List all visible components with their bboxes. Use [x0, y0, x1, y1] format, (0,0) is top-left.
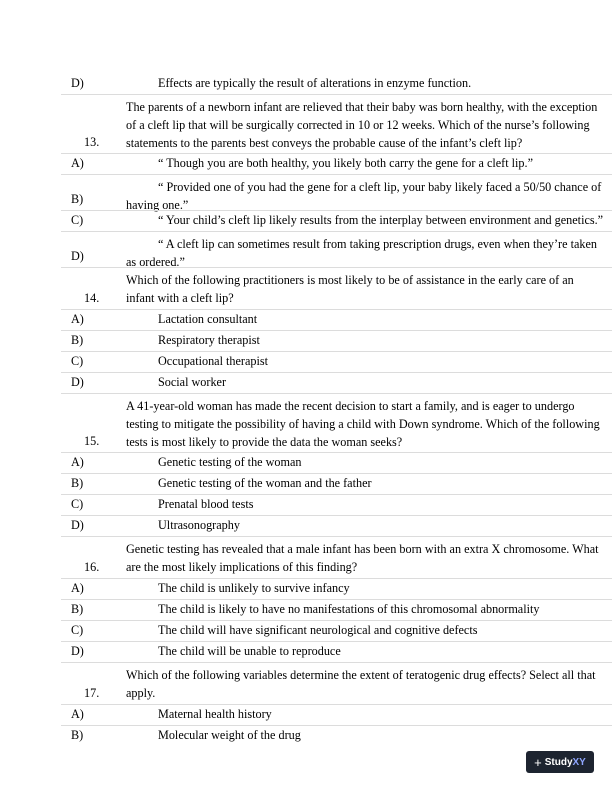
answer-option: [61, 473, 612, 494]
answer-option: [61, 578, 612, 599]
option-label: B): [71, 333, 84, 347]
option-label: D): [71, 375, 84, 389]
option-label: A): [71, 455, 84, 469]
option-label: B): [71, 728, 84, 742]
answer-option: [61, 452, 612, 473]
option-text: Genetic testing of the woman and the father: [158, 476, 372, 490]
option-text: The child will be unable to reproduce: [158, 644, 341, 658]
answer-option: [61, 599, 612, 620]
option-text: The child is unlikely to survive infancy: [158, 581, 350, 595]
option-label: C): [71, 623, 84, 637]
question-row: [61, 267, 612, 309]
option-text: Occupational therapist: [158, 354, 268, 368]
option-text: The child is likely to have no manifestations of this chromosomal abnormality: [158, 602, 540, 616]
question-text: Genetic testing has revealed that a male infant has been born with an extra X chromosome. What are the most likely implications of this finding?: [126, 542, 599, 574]
question-number: 15.: [84, 434, 100, 448]
question-text: A 41-year-old woman has made the recent decision to start a family, and is eager to undergo testing to mitigate the possibility of having a child with Down syndrome. Which of the following tests is most likely to provide the data the woman seeks?: [126, 399, 600, 449]
option-text: “ Provided one of you had the gene for a cleft lip, your baby likely faced a 50/50 chance of having one.”: [126, 180, 602, 212]
option-label: C): [71, 354, 84, 368]
option-text: Ultrasonography: [158, 518, 240, 532]
studyxy-logo[interactable]: [526, 751, 594, 773]
option-text: “ A cleft lip can sometimes result from taking prescription drugs, even when they’re taken as ordered.”: [126, 237, 597, 269]
answer-option: [61, 704, 612, 725]
option-text: “ Your child’s cleft lip likely results from the interplay between environment and genetics.”: [158, 213, 604, 227]
option-label: A): [71, 581, 84, 595]
question-number: 17.: [84, 686, 100, 700]
answer-option: [61, 351, 612, 372]
logo-text: StudyXY: [544, 756, 586, 768]
question-text: Which of the following practitioners is most likely to be of assistance in the early care of an infant with a cleft lip?: [126, 273, 574, 305]
answer-option: [61, 620, 612, 641]
answer-option: [61, 725, 612, 746]
option-text: Effects are typically the result of alterations in enzyme function.: [158, 76, 472, 90]
option-label: A): [71, 156, 84, 170]
option-label: D): [71, 249, 84, 263]
answer-option: [61, 231, 612, 267]
option-label: D): [71, 518, 84, 532]
answer-option: [61, 641, 612, 662]
option-label: C): [71, 497, 84, 511]
question-row: [61, 662, 612, 704]
option-text: Lactation consultant: [158, 312, 258, 326]
option-label: B): [71, 476, 84, 490]
option-label: A): [71, 707, 84, 721]
answer-option: [61, 309, 612, 330]
option-text: Genetic testing of the woman: [158, 455, 302, 469]
option-label: B): [71, 192, 84, 206]
answer-option: [61, 73, 612, 94]
answer-option: [61, 153, 612, 174]
option-label: B): [71, 602, 84, 616]
question-text: Which of the following variables determine the extent of teratogenic drug effects? Select all that apply.: [126, 668, 596, 700]
plus-icon: +: [534, 754, 542, 770]
question-number: 16.: [84, 560, 100, 574]
option-text: The child will have significant neurological and cognitive defects: [158, 623, 478, 637]
option-text: Respiratory therapist: [158, 333, 260, 347]
question-text: The parents of a newborn infant are relieved that their baby was born healthy, with the exception of a cleft lip that will be surgically corrected in 10 or 12 weeks. Which of the nurse’s following statements to the parents best conveys the probable cause of the infant’s cleft lip?: [126, 100, 598, 150]
option-label: D): [71, 644, 84, 658]
question-row: [61, 536, 612, 578]
option-text: “ Though you are both healthy, you likely both carry the gene for a cleft lip.”: [158, 156, 533, 170]
option-label: A): [71, 312, 84, 326]
answer-option: [61, 494, 612, 515]
question-row: [61, 393, 612, 452]
answer-option: [61, 210, 612, 231]
answer-option: [61, 372, 612, 393]
option-label: D): [71, 76, 84, 90]
question-number: 13.: [84, 135, 100, 149]
answer-option: [61, 330, 612, 351]
option-label: C): [71, 213, 84, 227]
answer-option: [61, 174, 612, 210]
option-text: Maternal health history: [158, 707, 272, 721]
option-text: Molecular weight of the drug: [158, 728, 301, 742]
question-row: [61, 94, 612, 153]
option-text: Prenatal blood tests: [158, 497, 254, 511]
question-number: 14.: [84, 291, 100, 305]
answer-option: [61, 515, 612, 536]
question-sheet: [61, 73, 612, 746]
option-text: Social worker: [158, 375, 227, 389]
